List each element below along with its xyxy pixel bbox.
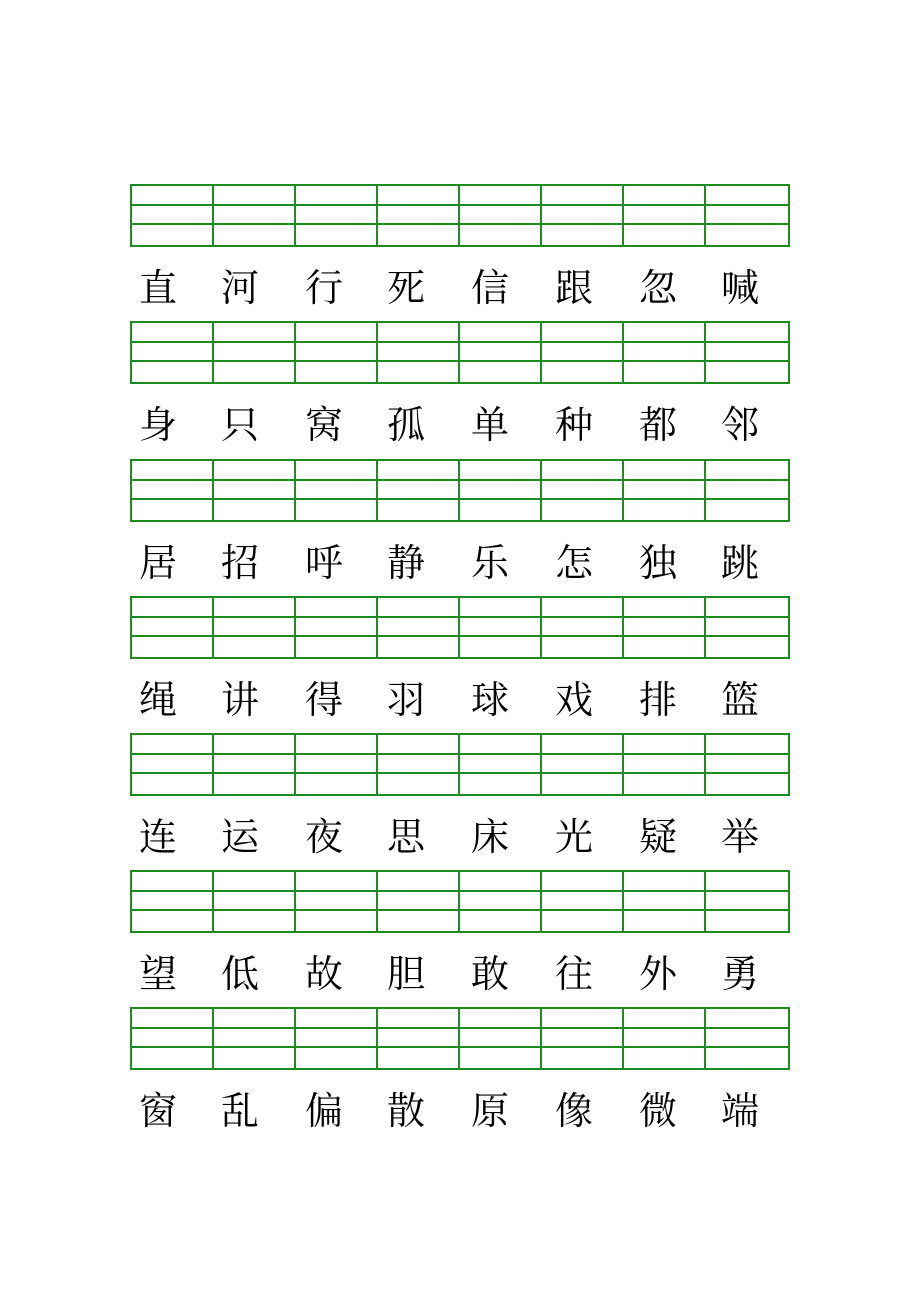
grid-cell xyxy=(706,892,788,912)
grid-cell xyxy=(296,1009,378,1029)
grid-cell xyxy=(378,618,460,638)
character: 像 xyxy=(554,1089,593,1133)
grid-cell xyxy=(460,206,542,226)
grid-cell xyxy=(378,735,460,755)
grid-cell xyxy=(296,872,378,892)
grid-cell xyxy=(132,755,214,775)
grid-cell xyxy=(460,343,542,363)
grid-cell xyxy=(296,323,378,343)
character: 种 xyxy=(554,403,593,447)
grid-cell xyxy=(378,225,460,245)
grid-cell xyxy=(214,1048,296,1068)
grid-cell xyxy=(378,1048,460,1068)
grid-cell xyxy=(624,872,706,892)
character: 故 xyxy=(304,952,343,996)
grid-cell xyxy=(460,755,542,775)
grid-cell xyxy=(542,755,624,775)
character: 低 xyxy=(220,952,259,996)
writing-grid xyxy=(130,459,790,522)
grid-cell xyxy=(624,481,706,501)
grid-cell xyxy=(378,343,460,363)
character: 讲 xyxy=(220,678,259,722)
grid-cell xyxy=(378,637,460,657)
grid-cell xyxy=(706,225,788,245)
grid-cell xyxy=(132,186,214,206)
grid-cell xyxy=(378,500,460,520)
character: 孤 xyxy=(386,403,425,447)
character: 信 xyxy=(470,266,509,310)
grid-cell xyxy=(214,598,296,618)
grid-cell xyxy=(214,911,296,931)
character: 怎 xyxy=(554,541,593,585)
grid-cell xyxy=(624,323,706,343)
grid-cell xyxy=(706,735,788,755)
character-row xyxy=(130,807,790,867)
grid-cell xyxy=(296,481,378,501)
grid-cell xyxy=(214,872,296,892)
character: 招 xyxy=(220,541,259,585)
grid-cell xyxy=(214,481,296,501)
grid-cell xyxy=(378,481,460,501)
grid-cell xyxy=(624,206,706,226)
grid-cell xyxy=(460,323,542,343)
grid-cell xyxy=(132,1029,214,1049)
grid-cell xyxy=(706,500,788,520)
grid-cell xyxy=(214,225,296,245)
grid-cell xyxy=(706,598,788,618)
grid-cell xyxy=(706,618,788,638)
writing-grid xyxy=(130,321,790,384)
grid-cell xyxy=(132,362,214,382)
character: 胆 xyxy=(386,952,425,996)
character-row xyxy=(130,944,790,1004)
grid-cell xyxy=(460,1048,542,1068)
grid-cell xyxy=(624,911,706,931)
grid-cell xyxy=(460,598,542,618)
grid-cell xyxy=(214,186,296,206)
grid-cell xyxy=(214,323,296,343)
character: 外 xyxy=(638,952,677,996)
character: 喊 xyxy=(720,266,759,310)
character: 运 xyxy=(220,815,259,859)
grid-cell xyxy=(378,323,460,343)
grid-cell xyxy=(542,637,624,657)
grid-cell xyxy=(132,774,214,794)
character-row xyxy=(130,533,790,593)
grid-cell xyxy=(706,1009,788,1029)
character: 忽 xyxy=(638,266,677,310)
grid-cell xyxy=(378,598,460,618)
character: 思 xyxy=(386,815,425,859)
grid-cell xyxy=(706,481,788,501)
grid-cell xyxy=(132,892,214,912)
character: 居 xyxy=(138,541,177,585)
grid-cell xyxy=(214,1009,296,1029)
grid-cell xyxy=(706,206,788,226)
grid-cell xyxy=(214,500,296,520)
grid-cell xyxy=(460,735,542,755)
grid-cell xyxy=(542,598,624,618)
character: 跟 xyxy=(554,266,593,310)
character: 往 xyxy=(554,952,593,996)
grid-cell xyxy=(214,618,296,638)
character: 微 xyxy=(638,1089,677,1133)
grid-cell xyxy=(542,481,624,501)
grid-cell xyxy=(296,500,378,520)
grid-cell xyxy=(542,1048,624,1068)
grid-cell xyxy=(542,186,624,206)
character: 得 xyxy=(304,678,343,722)
character: 连 xyxy=(138,815,177,859)
character: 端 xyxy=(720,1089,759,1133)
character: 举 xyxy=(720,815,759,859)
grid-cell xyxy=(296,637,378,657)
writing-grid xyxy=(130,184,790,247)
grid-cell xyxy=(706,323,788,343)
grid-cell xyxy=(132,206,214,226)
grid-cell xyxy=(542,892,624,912)
grid-cell xyxy=(542,911,624,931)
writing-grid xyxy=(130,733,790,796)
grid-cell xyxy=(378,1009,460,1029)
character: 勇 xyxy=(720,952,759,996)
character: 窝 xyxy=(304,403,343,447)
grid-cell xyxy=(296,892,378,912)
grid-cell xyxy=(624,735,706,755)
grid-cell xyxy=(624,618,706,638)
grid-cell xyxy=(378,872,460,892)
grid-cell xyxy=(624,598,706,618)
grid-cell xyxy=(378,186,460,206)
grid-cell xyxy=(132,461,214,481)
grid-cell xyxy=(624,1048,706,1068)
character: 戏 xyxy=(554,678,593,722)
grid-cell xyxy=(460,461,542,481)
character: 河 xyxy=(220,266,259,310)
grid-cell xyxy=(214,461,296,481)
character: 跳 xyxy=(720,541,759,585)
grid-cell xyxy=(214,735,296,755)
grid-cell xyxy=(542,362,624,382)
grid-cell xyxy=(296,186,378,206)
grid-cell xyxy=(542,461,624,481)
grid-cell xyxy=(378,755,460,775)
grid-cell xyxy=(460,1009,542,1029)
grid-cell xyxy=(296,598,378,618)
character: 乐 xyxy=(470,541,509,585)
grid-cell xyxy=(214,362,296,382)
character: 独 xyxy=(638,541,677,585)
grid-cell xyxy=(132,323,214,343)
grid-cell xyxy=(296,755,378,775)
character: 直 xyxy=(138,266,177,310)
grid-cell xyxy=(460,774,542,794)
grid-cell xyxy=(706,1048,788,1068)
grid-cell xyxy=(214,1029,296,1049)
grid-cell xyxy=(460,911,542,931)
character: 死 xyxy=(386,266,425,310)
grid-cell xyxy=(624,755,706,775)
grid-cell xyxy=(214,892,296,912)
grid-cell xyxy=(624,500,706,520)
grid-cell xyxy=(706,755,788,775)
grid-cell xyxy=(460,500,542,520)
character: 夜 xyxy=(304,815,343,859)
writing-grid xyxy=(130,1007,790,1070)
grid-cell xyxy=(214,755,296,775)
character: 散 xyxy=(386,1089,425,1133)
grid-cell xyxy=(132,225,214,245)
character-row xyxy=(130,258,790,318)
grid-cell xyxy=(132,481,214,501)
grid-cell xyxy=(542,206,624,226)
grid-cell xyxy=(460,225,542,245)
grid-cell xyxy=(132,618,214,638)
grid-cell xyxy=(624,225,706,245)
character: 原 xyxy=(470,1089,509,1133)
grid-cell xyxy=(624,186,706,206)
character: 望 xyxy=(138,952,177,996)
character-row xyxy=(130,395,790,455)
grid-cell xyxy=(542,735,624,755)
grid-cell xyxy=(460,481,542,501)
writing-grid xyxy=(130,870,790,933)
grid-cell xyxy=(296,225,378,245)
grid-cell xyxy=(132,872,214,892)
writing-grid xyxy=(130,596,790,659)
grid-cell xyxy=(706,362,788,382)
grid-cell xyxy=(542,872,624,892)
grid-cell xyxy=(460,362,542,382)
character: 床 xyxy=(470,815,509,859)
grid-cell xyxy=(706,343,788,363)
grid-cell xyxy=(132,911,214,931)
grid-cell xyxy=(542,343,624,363)
grid-cell xyxy=(706,461,788,481)
character: 呼 xyxy=(304,541,343,585)
grid-cell xyxy=(214,206,296,226)
character: 排 xyxy=(638,678,677,722)
grid-cell xyxy=(378,362,460,382)
character: 偏 xyxy=(304,1089,343,1133)
character: 球 xyxy=(470,678,509,722)
character: 疑 xyxy=(638,815,677,859)
grid-cell xyxy=(296,774,378,794)
grid-cell xyxy=(460,872,542,892)
character: 篮 xyxy=(720,678,759,722)
grid-cell xyxy=(706,774,788,794)
grid-cell xyxy=(624,1009,706,1029)
grid-cell xyxy=(706,637,788,657)
grid-cell xyxy=(624,343,706,363)
grid-cell xyxy=(542,774,624,794)
grid-cell xyxy=(296,343,378,363)
grid-cell xyxy=(624,892,706,912)
grid-cell xyxy=(296,362,378,382)
grid-cell xyxy=(460,892,542,912)
grid-cell xyxy=(214,637,296,657)
grid-cell xyxy=(296,1029,378,1049)
grid-cell xyxy=(542,1009,624,1029)
grid-cell xyxy=(132,735,214,755)
grid-cell xyxy=(542,500,624,520)
grid-cell xyxy=(624,362,706,382)
character: 单 xyxy=(470,403,509,447)
grid-cell xyxy=(542,1029,624,1049)
grid-cell xyxy=(378,1029,460,1049)
grid-cell xyxy=(296,461,378,481)
grid-cell xyxy=(378,774,460,794)
grid-cell xyxy=(378,206,460,226)
character: 邻 xyxy=(720,403,759,447)
grid-cell xyxy=(296,618,378,638)
grid-cell xyxy=(296,735,378,755)
grid-cell xyxy=(296,1048,378,1068)
character: 敢 xyxy=(470,952,509,996)
character: 光 xyxy=(554,815,593,859)
character: 绳 xyxy=(138,678,177,722)
grid-cell xyxy=(132,1009,214,1029)
grid-cell xyxy=(624,1029,706,1049)
grid-cell xyxy=(214,774,296,794)
grid-cell xyxy=(296,206,378,226)
character: 都 xyxy=(638,403,677,447)
character: 静 xyxy=(386,541,425,585)
grid-cell xyxy=(378,892,460,912)
character: 身 xyxy=(138,403,177,447)
grid-cell xyxy=(706,911,788,931)
character: 行 xyxy=(304,266,343,310)
grid-cell xyxy=(542,323,624,343)
grid-cell xyxy=(706,872,788,892)
grid-cell xyxy=(624,637,706,657)
character: 只 xyxy=(220,403,259,447)
grid-cell xyxy=(132,343,214,363)
character: 羽 xyxy=(386,678,425,722)
grid-cell xyxy=(214,343,296,363)
character: 乱 xyxy=(220,1089,259,1133)
character-row xyxy=(130,670,790,730)
grid-cell xyxy=(132,598,214,618)
grid-cell xyxy=(460,618,542,638)
grid-cell xyxy=(624,461,706,481)
grid-cell xyxy=(706,1029,788,1049)
grid-cell xyxy=(542,225,624,245)
grid-cell xyxy=(132,500,214,520)
grid-cell xyxy=(706,186,788,206)
grid-cell xyxy=(460,1029,542,1049)
grid-cell xyxy=(542,618,624,638)
grid-cell xyxy=(460,186,542,206)
character-row xyxy=(130,1081,790,1141)
character: 窗 xyxy=(138,1089,177,1133)
grid-cell xyxy=(624,774,706,794)
grid-cell xyxy=(296,911,378,931)
grid-cell xyxy=(132,1048,214,1068)
grid-cell xyxy=(460,637,542,657)
grid-cell xyxy=(378,911,460,931)
grid-cell xyxy=(132,637,214,657)
grid-cell xyxy=(378,461,460,481)
